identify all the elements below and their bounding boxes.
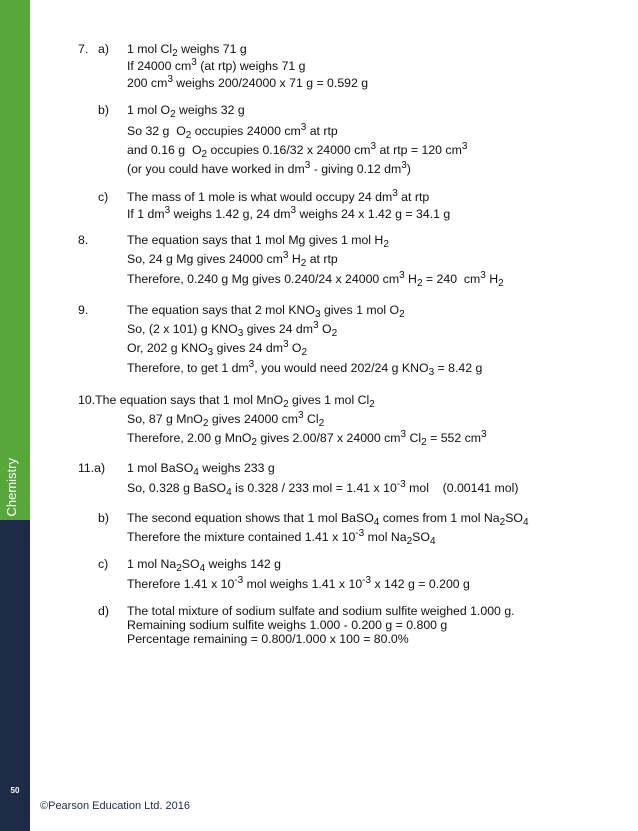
q9-line3: Or, 202 g $KNO_3$ gives 24 $dm^3$ $O_2$ [127,339,308,358]
q8-line3: Therefore, 0.240 g Mg gives 0.240/24 x 24000 $cm^3$ $H_2 = 240$ $cm^3$ $H_2$ [127,270,504,289]
q11d-line3: Percentage remaining = 0.800/1.000 x 100 = 80.0% [127,632,409,646]
q7c-label: c) [98,190,109,204]
q9-line4: Therefore, to get 1 $dm^3$, you would need 202/24 g $KNO_3 = 8.42$ g [127,359,483,378]
q7c-line2: If 1 $dm^3$ weighs 1.42 g, 24 $dm^3$ weighs 24 x 1.42 g = 34.1 g [127,205,451,221]
q11a-line1: 1 mol BaSO$_4$ weighs 233 g [127,461,275,478]
q8-line1: The equation says that 1 mol Mg gives 1 mol $H_2$ [127,233,389,250]
q11a-line2: So, 0.328 g BaSO$_4$ is 0.328 / 233 mol = 1.41 x $10^{-3}$ mol (0.00141 mol) [127,479,519,498]
q7b-line4: (or you could have worked in $dm^3$ - giving 0.12 $dm^3$) [127,160,411,176]
q10-line1: 10.The equation says that 1 mol MnO$_2$ gives 1 mol $Cl_2$ [78,393,375,410]
q11b-label: b) [98,511,109,525]
sidebar-notch [18,0,30,44]
q7b-line2: So 32 g $O_2$ occupies 24000 $cm^3$ at rtp [127,122,338,141]
q7a-label: a) [98,42,109,56]
q9-line1: The equation says that 2 mol $KNO_3$ gives 1 mol $O_2$ [127,303,405,320]
q11-label: 11.a) [78,461,106,475]
q11d-line1: The total mixture of sodium sulfate and sodium sulfite weighed 1.000 g. [127,604,515,618]
q7a-line1: 1 mol $Cl_2$ weighs 71 g [127,42,247,59]
q11d-line2: Remaining sodium sulfite weighs 1.000 - 0.200 g = 0.800 g [127,618,448,632]
q8-line2: So, 24 g Mg gives 24000 $cm^3$ $H_2$ at rtp [127,250,338,269]
q11c-label: c) [98,557,109,571]
q11b-line2: Therefore the mixture contained 1.41 x $10^{-3}$ mol $Na_2SO_4$ [127,528,436,547]
q8-label: 8. [78,233,89,247]
q11b-line1: The second equation shows that 1 mol BaSO$_4$ comes from 1 mol $Na_2SO_4$ [127,511,529,528]
q10-line2: So, 87 g MnO$_2$ gives 24000 $cm^3$ $Cl_2$ [127,410,325,429]
q7c-line1: The mass of 1 mole is what would occupy 24 $dm^3$ at rtp [127,188,430,204]
q7-label: 7. [78,42,89,56]
sidebar-accent [0,0,30,520]
q7b-label: b) [98,103,109,117]
q7a-line3: 200 $cm^3$ weighs 200/24000 x 71 g = 0.592 g [127,74,369,90]
q9-label: 9. [78,303,89,317]
q7a-line2: If 24000 $cm^3$ (at rtp) weighs 71 g [127,57,306,73]
copyright: ©Pearson Education Ltd. 2016 [40,800,190,812]
q9-line2: So, (2 x 101) g $KNO_3$ gives 24 $dm^3$ $O_2$ [127,320,338,339]
subject-label: Chemistry [4,458,19,517]
q10-line3: Therefore, 2.00 g MnO$_2$ gives 2.00/87 x 24000 $cm^3$ $Cl_2 = 552$ $cm^3$ [127,429,487,448]
q7b-line3: and 0.16 g $O_2$ occupies 0.16/32 x 24000 $cm^3$ at rtp = 120 $cm^3$ [127,141,468,160]
q11d-label: d) [98,604,109,618]
q7b-line1: 1 mol $O_2$ weighs 32 g [127,103,245,120]
page-number: 50 [10,786,20,795]
q11c-line1: 1 mol $Na_2SO_4$ weighs 142 g [127,557,282,574]
q11c-line2: Therefore 1.41 x $10^{-3}$ mol weighs 1.41 x $10^{-3}$ x 142 g = 0.200 g [127,575,470,591]
